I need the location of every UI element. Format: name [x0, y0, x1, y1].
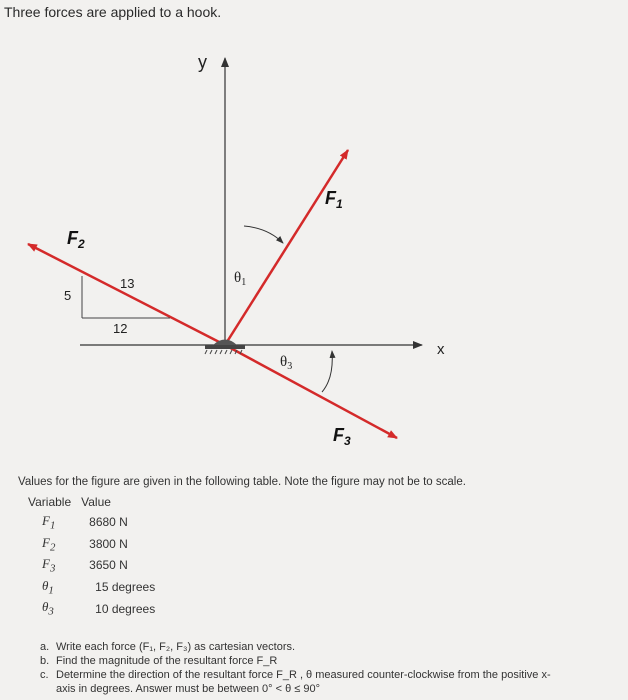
triangle-side-13: 13: [120, 276, 135, 291]
table-header-row: [24, 494, 161, 512]
question-b: b. Find the magnitude of the resultant force F_R: [40, 655, 278, 667]
theta3-arc-arrow: [322, 351, 332, 392]
value-cell: 3800 N: [89, 536, 128, 551]
value-cell: 8680 N: [89, 515, 128, 530]
triangle-side-12: 12: [113, 321, 128, 336]
table-row: [24, 534, 161, 556]
theta1-arc-arrow: [244, 226, 283, 243]
f2-label: $F_2$: [67, 228, 85, 251]
f3-vector: [225, 345, 397, 438]
question-c: c. Determine the direction of the resultant force F_R , θ measured counter-clockwise from the positive x-: [40, 669, 551, 681]
question-c-continued: axis in degrees. Answer must be between 0° < θ ≤ 90°: [56, 683, 321, 695]
value-cell: 3650 N: [89, 558, 128, 573]
table-row: [24, 577, 161, 599]
variable-cell: $\theta_1$: [42, 577, 54, 597]
f3-label: $F_3$: [333, 425, 351, 448]
triangle-side-5: 5: [64, 288, 72, 303]
variable-cell: $F_2$: [42, 534, 56, 554]
values-table: [24, 494, 161, 620]
table-intro-text: Values for the figure are given in the following table. Note the figure may not be to scale.: [18, 476, 466, 488]
variable-cell: $\theta_3$: [42, 599, 54, 618]
theta1-label: $\theta_1$: [234, 270, 247, 288]
force-diagram: [0, 30, 628, 450]
value-cell: 10 degrees: [95, 601, 156, 616]
f1-vector: [225, 150, 348, 345]
variable-cell: $F_1$: [42, 513, 56, 532]
x-axis-label: x: [437, 341, 445, 358]
question-a: a. Write each force (F₁, F₂, F₃) as cartesian vectors.: [40, 641, 296, 653]
table-row: [24, 555, 161, 577]
y-axis-label: y: [198, 52, 207, 72]
header-variable: Variable: [28, 495, 72, 509]
table-row: [24, 598, 161, 620]
problem-title: Three forces are applied to a hook.: [4, 4, 222, 20]
table-row: [24, 512, 161, 534]
f1-label: $F_1$: [325, 188, 343, 211]
header-value: Value: [81, 495, 111, 509]
value-cell: 15 degrees: [95, 580, 156, 595]
question-list: [40, 640, 620, 696]
theta3-label: $\theta_3$: [280, 354, 293, 372]
variable-cell: $F_3$: [42, 556, 56, 575]
